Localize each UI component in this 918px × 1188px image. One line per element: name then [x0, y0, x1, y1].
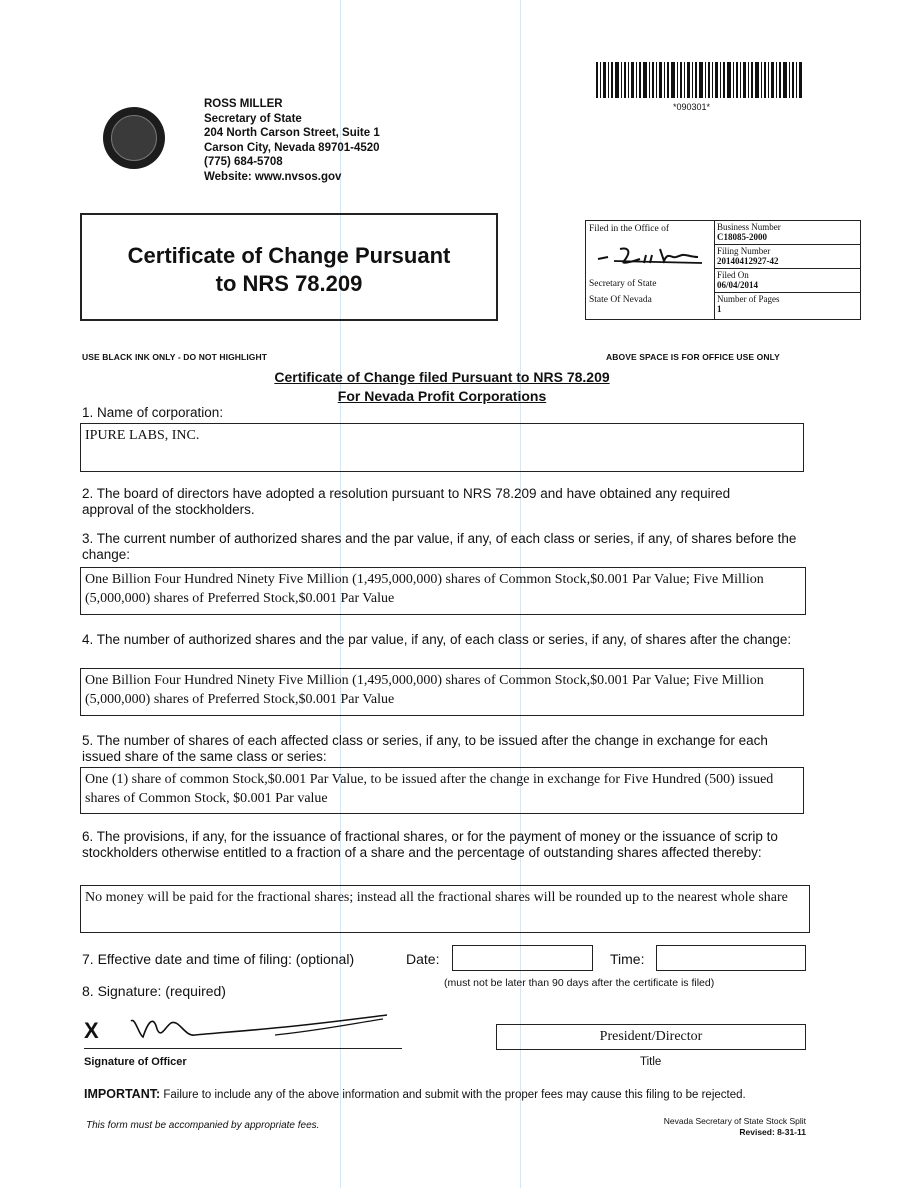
business-number-label: Business Number — [717, 222, 781, 232]
agency-city: Carson City, Nevada 89701-4520 — [204, 141, 380, 154]
filing-number-label: Filing Number — [717, 246, 771, 256]
filing-stamp-box — [585, 220, 861, 320]
important-notice — [84, 1087, 746, 1101]
corporation-name-value: IPURE LABS, INC. — [85, 428, 200, 443]
business-number-value: C18085-2000 — [717, 232, 767, 242]
agency-block — [204, 97, 380, 185]
agency-phone: (775) 684-5708 — [204, 156, 283, 169]
filed-on-cell — [714, 269, 860, 293]
footer-form-info — [664, 1116, 806, 1138]
agency-name: ROSS MILLER — [204, 98, 283, 110]
shares-before-field[interactable] — [80, 567, 806, 615]
form-title-line2: to NRS 78.209 — [215, 271, 363, 296]
form-title-box — [80, 213, 498, 321]
title-value: President/Director — [599, 1029, 703, 1044]
form-title-line1: Certificate of Change Pursuant — [127, 243, 451, 268]
footer-form-name: Nevada Secretary of State Stock Split — [663, 1116, 806, 1126]
footer-fee-note: This form must be accompanied by appropriate fees. — [86, 1120, 320, 1131]
section-heading: Certificate of Change filed Pursuant to NRS 78.209 — [274, 369, 610, 385]
pages-label: Number of Pages — [717, 294, 780, 304]
important-text: Failure to include any of the above information and submit with the proper fees may cause this filing to be rejected. — [163, 1089, 746, 1101]
date-input[interactable] — [452, 945, 593, 971]
item-3-label: 3. The current number of authorized shares and the par value, if any, of each class or series, if any, of shares before the change: — [82, 531, 797, 562]
nevada-seal-icon — [103, 107, 165, 169]
date-label: Date: — [406, 951, 440, 967]
section-subheading: For Nevada Profit Corporations — [337, 388, 547, 404]
ink-notice: USE BLACK INK ONLY - DO NOT HIGHLIGHT — [82, 352, 268, 362]
barcode-icon — [596, 62, 802, 98]
important-label: IMPORTANT: — [84, 1087, 161, 1101]
filing-number-cell — [714, 245, 860, 269]
signature-officer-label: Signature of Officer — [84, 1056, 187, 1068]
officer-signature-icon[interactable] — [125, 1005, 395, 1047]
filed-in-office-text: Filed in the Office of — [589, 224, 670, 234]
item-8-label: 8. Signature: (required) — [82, 983, 226, 999]
shares-after-field[interactable] — [80, 668, 804, 716]
time-label: Time: — [610, 951, 645, 967]
filing-number-value: 20140412927-42 — [717, 256, 779, 266]
corporation-name-field[interactable] — [80, 423, 804, 472]
title-label: Title — [640, 1056, 662, 1068]
secretary-text: Secretary of State — [589, 279, 657, 289]
agency-street: 204 North Carson Street, Suite 1 — [204, 127, 380, 140]
exchange-field[interactable] — [80, 767, 804, 814]
item-4-label: 4. The number of authorized shares and the par value, if any, of each class or series, if any, of shares after the change: — [82, 632, 792, 647]
title-field[interactable] — [496, 1024, 806, 1050]
item-5-label: 5. The number of shares of each affected class or series, if any, to be issued after the change in exchange for each issued share of the same class or series: — [82, 733, 768, 764]
shares-after-value: One Billion Four Hundred Ninety Five Million (1,495,000,000) shares of Common Stock,$0.001 Par Value; Five Million (5,000,000) shares of Preferred Stock,$0.001 Par Value — [85, 673, 764, 707]
item-6-label: 6. The provisions, if any, for the issuance of fractional shares, or for the payment of money or the issuance of scrip to stockholders otherwise entitled to a fraction of a share and the percentage of outstanding shares affected thereby: — [82, 829, 778, 860]
pages-value: 1 — [717, 304, 722, 314]
secretary-signature-icon — [594, 241, 706, 271]
pages-cell — [714, 293, 860, 318]
barcode-number: *090301* — [673, 102, 711, 112]
signature-x-mark: X — [84, 1018, 99, 1043]
time-input[interactable] — [656, 945, 806, 971]
date-note: (must not be later than 90 days after the certificate is filed) — [444, 977, 715, 989]
business-number-cell — [714, 221, 860, 245]
signature-line — [84, 1048, 402, 1049]
item-7-label: 7. Effective date and time of filing: (optional) — [82, 951, 355, 967]
agency-title: Secretary of State — [204, 112, 302, 125]
office-use-notice: ABOVE SPACE IS FOR OFFICE USE ONLY — [606, 352, 780, 362]
filed-on-value: 06/04/2014 — [717, 280, 759, 290]
shares-before-value: One Billion Four Hundred Ninety Five Million (1,495,000,000) shares of Common Stock,$0.001 Par Value; Five Million (5,000,000) shares of Preferred Stock,$0.001 Par Value — [85, 572, 764, 606]
footer-revised: Revised: 8-31-11 — [739, 1127, 806, 1137]
filed-on-label: Filed On — [717, 270, 749, 280]
fractional-shares-value: No money will be paid for the fractional shares; instead all the fractional shares will be rounded up to the nearest whole share — [85, 890, 788, 905]
item-1-label: 1. Name of corporation: — [82, 405, 224, 420]
exchange-value: One (1) share of common Stock,$0.001 Par Value, to be issued after the change in exchange for Five Hundred (500) issued shares of Common Stock, $0.001 Par value — [85, 772, 774, 806]
fractional-shares-field[interactable] — [80, 885, 810, 933]
state-text: State Of Nevada — [589, 295, 652, 305]
item-2-text: 2. The board of directors have adopted a resolution pursuant to NRS 78.209 and have obtained any required approval of the stockholders. — [82, 486, 731, 517]
agency-website: Website: www.nvsos.gov — [204, 170, 342, 183]
